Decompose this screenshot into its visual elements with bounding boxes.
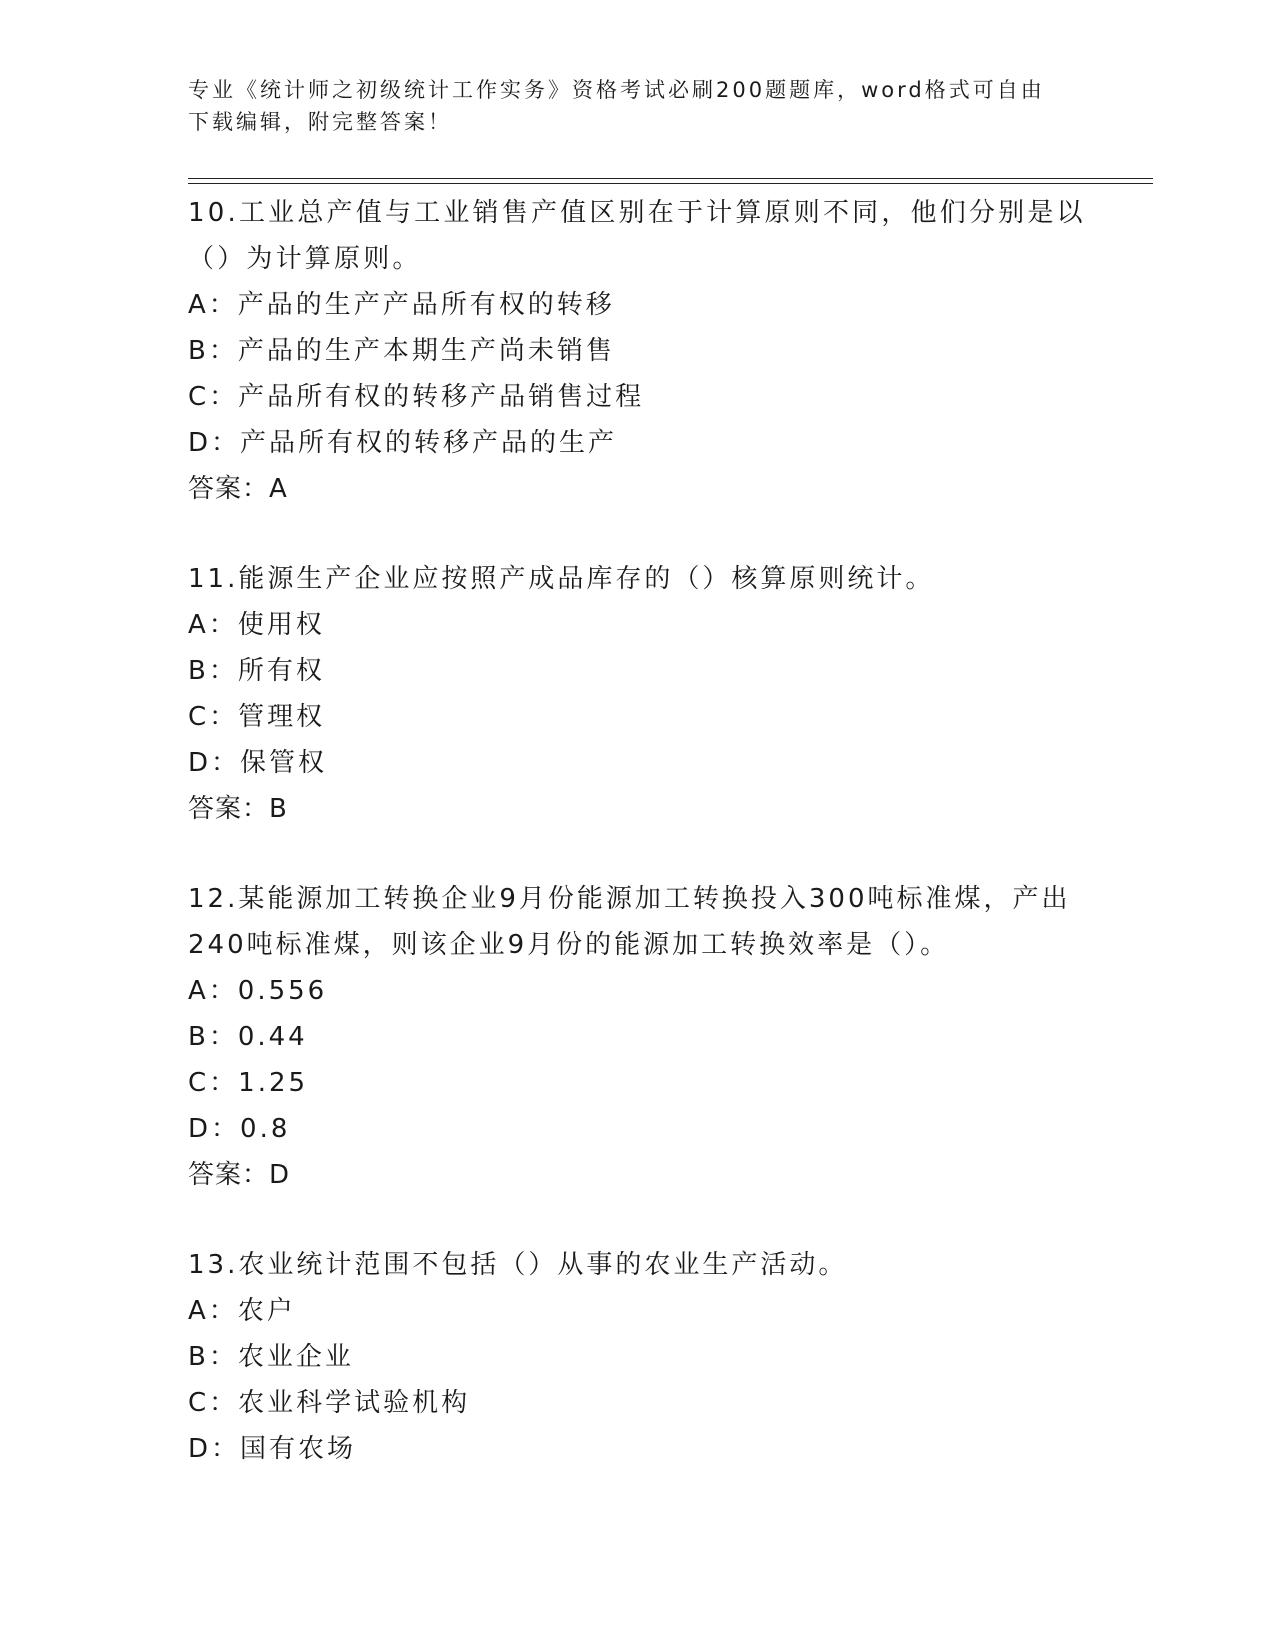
header-line-2: 下载编辑，附完整答案！ bbox=[188, 110, 452, 134]
header-divider-bottom bbox=[188, 183, 1153, 184]
question-10 bbox=[188, 190, 1088, 512]
question-stem: 12.某能源加工转换企业9月份能源加工转换投入300吨标准煤，产出240吨标准煤，则该企业9月份的能源加工转换效率是（）。 bbox=[188, 884, 1071, 960]
document-header bbox=[188, 74, 1078, 138]
option-b: B：产品的生产本期生产尚未销售 bbox=[188, 336, 615, 366]
option-a: A：产品的生产产品所有权的转移 bbox=[188, 290, 615, 320]
answer-line: 答案：A bbox=[188, 474, 288, 504]
option-d: D：国有农场 bbox=[188, 1434, 357, 1464]
option-a: A：农户 bbox=[188, 1296, 296, 1326]
question-12 bbox=[188, 876, 1088, 1198]
option-c: C：管理权 bbox=[188, 702, 326, 732]
option-a: A：0.556 bbox=[188, 976, 328, 1006]
question-11 bbox=[188, 556, 1088, 832]
question-list bbox=[188, 190, 1088, 1516]
option-b: B：0.44 bbox=[188, 1022, 308, 1052]
option-b: B：农业企业 bbox=[188, 1342, 354, 1372]
option-d: D：0.8 bbox=[188, 1114, 291, 1144]
option-d: D：保管权 bbox=[188, 748, 328, 778]
option-c: C：农业科学试验机构 bbox=[188, 1388, 471, 1418]
answer-line: 答案：B bbox=[188, 794, 288, 824]
answer-line: 答案：D bbox=[188, 1160, 291, 1190]
header-line-1: 专业《统计师之初级统计工作实务》资格考试必刷200题题库，word格式可自由 bbox=[188, 78, 1045, 102]
question-stem: 10.工业总产值与工业销售产值区别在于计算原则不同，他们分别是以（）为计算原则。 bbox=[188, 198, 1086, 274]
question-13 bbox=[188, 1242, 1088, 1472]
option-d: D：产品所有权的转移产品的生产 bbox=[188, 428, 618, 458]
option-b: B：所有权 bbox=[188, 656, 325, 686]
header-divider-top bbox=[188, 178, 1153, 179]
option-c: C：1.25 bbox=[188, 1068, 309, 1098]
option-c: C：产品所有权的转移产品销售过程 bbox=[188, 382, 645, 412]
question-stem: 11.能源生产企业应按照产成品库存的（）核算原则统计。 bbox=[188, 564, 935, 594]
option-a: A：使用权 bbox=[188, 610, 325, 640]
question-stem: 13.农业统计范围不包括（）从事的农业生产活动。 bbox=[188, 1250, 848, 1280]
